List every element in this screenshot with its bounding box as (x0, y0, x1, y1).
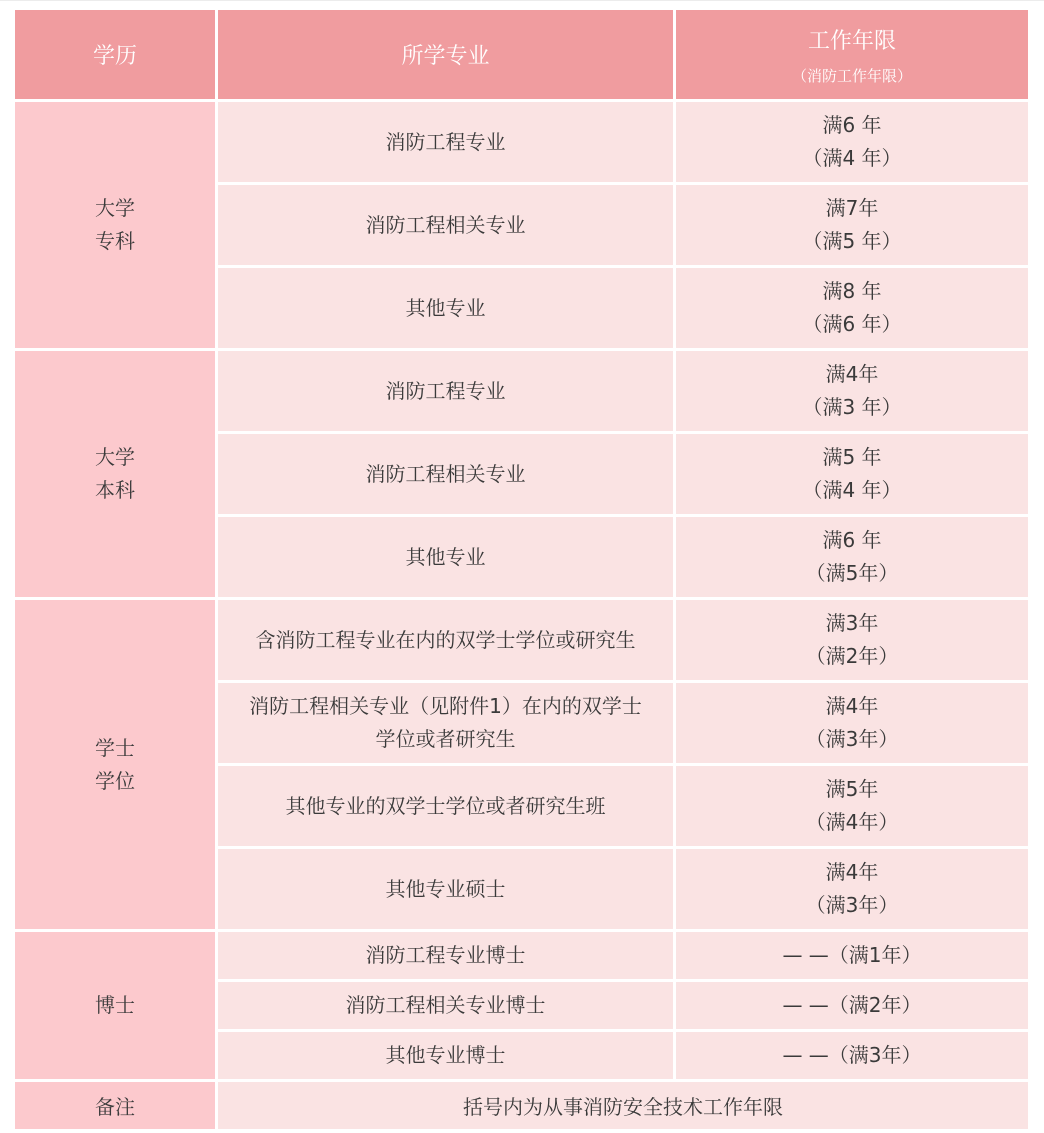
major-cell: 其他专业 (217, 516, 675, 599)
years-cell (675, 682, 1030, 765)
years-cell (675, 848, 1030, 931)
major-line: 学位或者研究生 (375, 727, 516, 751)
header-major: 所学专业 (217, 9, 675, 101)
years-value: 满4年 (825, 362, 879, 386)
requirements-table (12, 7, 1031, 1132)
degree-line: 大学 (95, 196, 135, 220)
note-label: 备注 (14, 1081, 217, 1131)
major-cell: 其他专业硕士 (217, 848, 675, 931)
fire-years-value: （满3年） (805, 893, 899, 917)
major-cell (217, 682, 675, 765)
header-years-sub: （消防工作年限） (791, 66, 912, 85)
fire-years-value: （满3 年） (802, 395, 902, 419)
years-cell: — —（满3年） (675, 1031, 1030, 1081)
years-cell (675, 599, 1030, 682)
major-cell: 消防工程专业 (217, 350, 675, 433)
degree-line: 学士 (95, 735, 135, 760)
major-cell: 含消防工程专业在内的双学士学位或研究生 (217, 599, 675, 682)
years-value: 满4年 (825, 860, 879, 884)
table-row (14, 350, 1030, 433)
fire-years-value: （满4 年） (802, 146, 902, 170)
years-cell (675, 350, 1030, 433)
years-value: 满3年 (825, 611, 879, 635)
years-cell (675, 101, 1030, 184)
table-row (14, 599, 1030, 682)
years-cell (675, 516, 1030, 599)
major-cell: 其他专业博士 (217, 1031, 675, 1081)
years-value: 满6 年 (822, 113, 882, 137)
header-row (14, 9, 1030, 101)
years-cell (675, 184, 1030, 267)
fire-years-value: （满4年） (805, 810, 899, 834)
years-value: 满7年 (825, 196, 879, 220)
fire-years-value: （满5 年） (802, 229, 902, 253)
header-years (675, 9, 1030, 101)
fire-years-value: （满6 年） (802, 312, 902, 336)
fire-years-value: （满4 年） (802, 478, 902, 502)
fire-years-value: （满2年） (805, 644, 899, 668)
header-years-label: 工作年限 (807, 28, 896, 54)
major-cell: 消防工程专业博士 (217, 931, 675, 981)
years-value: 满4年 (825, 694, 879, 718)
major-cell: 消防工程相关专业 (217, 184, 675, 267)
major-cell: 其他专业 (217, 267, 675, 350)
table-row (14, 931, 1030, 981)
years-cell (675, 433, 1030, 516)
note-row (14, 1081, 1030, 1131)
degree-line: 学位 (95, 768, 135, 793)
top-divider (0, 0, 1044, 1)
years-cell: — —（满1年） (675, 931, 1030, 981)
years-value: 满5年 (825, 777, 879, 801)
years-cell: — —（满2年） (675, 981, 1030, 1031)
degree-line: 大学 (95, 445, 135, 469)
degree-cell-doctorate: 博士 (14, 931, 217, 1081)
major-cell: 消防工程相关专业 (217, 433, 675, 516)
years-value: 满8 年 (822, 279, 882, 303)
years-value: 满5 年 (822, 445, 882, 469)
major-cell: 其他专业的双学士学位或者研究生班 (217, 765, 675, 848)
table-row (14, 101, 1030, 184)
header-degree: 学历 (14, 9, 217, 101)
degree-cell-bachelor-degree (14, 599, 217, 931)
years-value: 满6 年 (822, 528, 882, 552)
major-line: 消防工程相关专业（见附件1）在内的双学士 (249, 694, 642, 718)
years-cell (675, 267, 1030, 350)
note-text: 括号内为从事消防安全技术工作年限 (217, 1081, 1030, 1131)
degree-line: 本科 (95, 478, 135, 502)
degree-cell-junior-college (14, 101, 217, 350)
major-cell: 消防工程专业 (217, 101, 675, 184)
major-cell: 消防工程相关专业博士 (217, 981, 675, 1031)
years-cell (675, 765, 1030, 848)
fire-years-value: （满3年） (805, 727, 899, 751)
fire-years-value: （满5年） (805, 561, 899, 585)
degree-cell-bachelor (14, 350, 217, 599)
degree-line: 专科 (95, 229, 135, 253)
